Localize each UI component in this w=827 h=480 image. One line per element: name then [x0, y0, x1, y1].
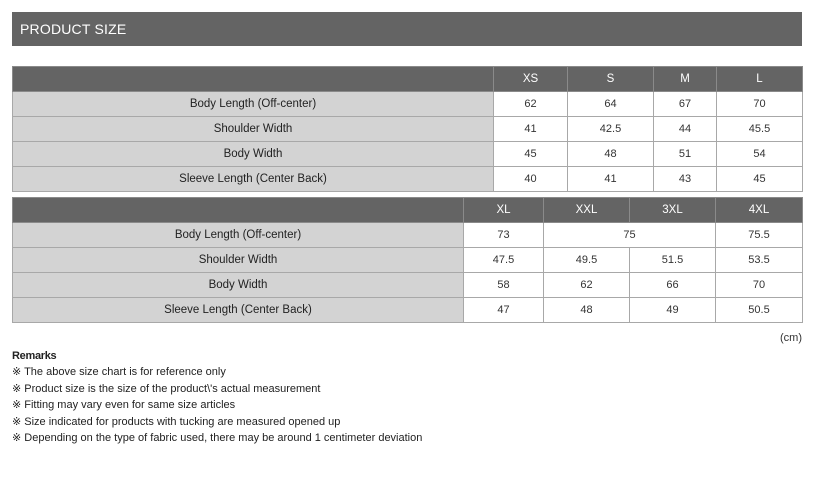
measurement-cell: 75.5 — [716, 223, 803, 248]
remark-item: ※ Product size is the size of the product\'s actual measurement — [12, 382, 321, 395]
size-header-3xl: 3XL — [630, 198, 716, 223]
table-row — [13, 117, 803, 142]
size-header-xs: XS — [494, 67, 568, 92]
measurement-cell: 66 — [630, 273, 716, 298]
measurement-cell: 45 — [717, 167, 803, 192]
measurement-cell: 48 — [544, 298, 630, 323]
row-label: Shoulder Width — [13, 248, 464, 273]
measurement-cell: 51 — [654, 142, 717, 167]
measurement-cell: 42.5 — [568, 117, 654, 142]
table-row — [13, 223, 803, 248]
table-row — [13, 248, 803, 273]
measurement-cell: 70 — [716, 273, 803, 298]
size-header-m: M — [654, 67, 717, 92]
measurement-cell: 45.5 — [717, 117, 803, 142]
measurement-cell: 40 — [494, 167, 568, 192]
remarks-section — [12, 350, 422, 447]
size-header-xl: XL — [464, 198, 544, 223]
measurement-cell: 49.5 — [544, 248, 630, 273]
measurement-cell: 47.5 — [464, 248, 544, 273]
measurement-cell-merged: 75 — [544, 223, 716, 248]
size-header-row — [13, 198, 803, 223]
measurement-cell: 51.5 — [630, 248, 716, 273]
table-row — [13, 142, 803, 167]
remarks-title: Remarks — [12, 350, 57, 362]
unit-label: (cm) — [780, 332, 802, 344]
measurement-cell: 62 — [494, 92, 568, 117]
size-table-1 — [12, 66, 803, 192]
page-title: PRODUCT SIZE — [12, 12, 802, 46]
measurement-cell: 41 — [494, 117, 568, 142]
measurement-cell: 58 — [464, 273, 544, 298]
header-blank-cell — [13, 67, 494, 92]
measurement-cell: 44 — [654, 117, 717, 142]
measurement-cell: 64 — [568, 92, 654, 117]
measurement-cell: 45 — [494, 142, 568, 167]
table-row — [13, 167, 803, 192]
measurement-cell: 67 — [654, 92, 717, 117]
measurement-cell: 43 — [654, 167, 717, 192]
remark-item: ※ Size indicated for products with tucking are measured opened up — [12, 415, 341, 428]
measurement-cell: 62 — [544, 273, 630, 298]
row-label: Sleeve Length (Center Back) — [13, 298, 464, 323]
size-header-row — [13, 67, 803, 92]
size-table-2 — [12, 197, 803, 323]
table-row — [13, 273, 803, 298]
remark-item: ※ The above size chart is for reference only — [12, 366, 226, 378]
size-header-s: S — [568, 67, 654, 92]
measurement-cell: 50.5 — [716, 298, 803, 323]
remark-item: ※ Depending on the type of fabric used, there may be around 1 centimeter deviation — [12, 432, 423, 444]
header-blank-cell — [13, 198, 464, 223]
table-row — [13, 298, 803, 323]
row-label: Sleeve Length (Center Back) — [13, 167, 494, 192]
measurement-cell: 73 — [464, 223, 544, 248]
size-header-xxl: XXL — [544, 198, 630, 223]
row-label: Shoulder Width — [13, 117, 494, 142]
row-label: Body Width — [13, 142, 494, 167]
measurement-cell: 41 — [568, 167, 654, 192]
measurement-cell: 54 — [717, 142, 803, 167]
remark-item: ※ Fitting may vary even for same size articles — [12, 399, 236, 411]
measurement-cell: 48 — [568, 142, 654, 167]
row-label: Body Length (Off-center) — [13, 92, 494, 117]
table-row — [13, 92, 803, 117]
size-header-4xl: 4XL — [716, 198, 803, 223]
measurement-cell: 47 — [464, 298, 544, 323]
row-label: Body Length (Off-center) — [13, 223, 464, 248]
size-header-l: L — [717, 67, 803, 92]
measurement-cell: 49 — [630, 298, 716, 323]
measurement-cell: 53.5 — [716, 248, 803, 273]
measurement-cell: 70 — [717, 92, 803, 117]
row-label: Body Width — [13, 273, 464, 298]
